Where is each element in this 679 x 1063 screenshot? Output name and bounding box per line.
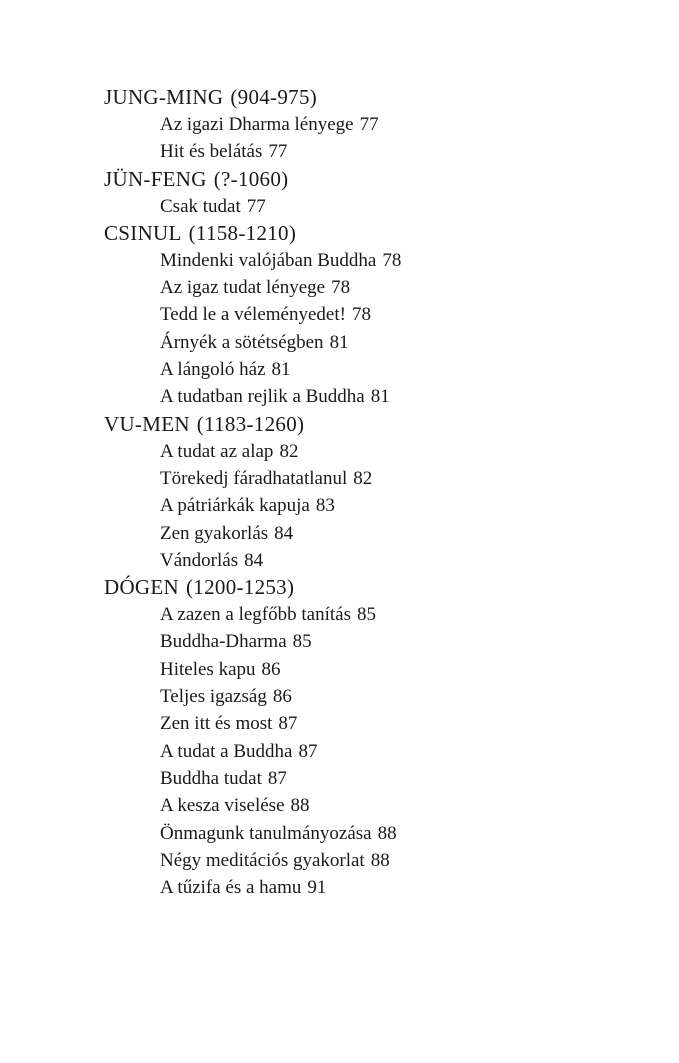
section-name: VU-MEN bbox=[104, 411, 190, 436]
entry-page-number: 87 bbox=[298, 740, 318, 762]
entry-page-number: 81 bbox=[329, 331, 349, 353]
toc-entry bbox=[104, 383, 624, 410]
section-name: JÜN-FENG bbox=[104, 166, 207, 191]
entry-page-number: 86 bbox=[261, 658, 281, 680]
entry-title: Önmagunk tanulmányozása bbox=[160, 822, 372, 844]
entry-title: Zen itt és most bbox=[160, 713, 273, 735]
toc-entry bbox=[104, 329, 624, 356]
toc-section-heading bbox=[104, 411, 624, 438]
entry-page-number: 88 bbox=[377, 822, 397, 844]
entry-page-number: 82 bbox=[279, 440, 299, 462]
entry-title: A tűzifa és a hamu bbox=[160, 877, 302, 899]
entry-page-number: 84 bbox=[244, 549, 264, 571]
entry-page-number: 77 bbox=[268, 141, 288, 163]
toc-entry bbox=[104, 138, 624, 165]
entry-title: Négy meditációs gyakorlat bbox=[160, 849, 365, 871]
entry-title: Vándorlás bbox=[160, 549, 239, 571]
entry-page-number: 78 bbox=[331, 277, 351, 299]
entry-page-number: 78 bbox=[351, 304, 371, 326]
entry-title: A tudat az alap bbox=[160, 440, 274, 462]
toc-section-heading bbox=[104, 220, 624, 247]
entry-title: Az igaz tudat lényege bbox=[160, 277, 326, 299]
toc-entry bbox=[104, 792, 624, 819]
entry-title: Hiteles kapu bbox=[160, 658, 256, 680]
entry-title: Teljes igazság bbox=[160, 686, 267, 708]
toc-entry bbox=[104, 356, 624, 383]
entry-page-number: 78 bbox=[382, 249, 402, 271]
toc-entry bbox=[104, 601, 624, 628]
entry-title: Törekedj fáradhatatlanul bbox=[160, 467, 348, 489]
entry-title: Buddha-Dharma bbox=[160, 631, 287, 653]
entry-page-number: 83 bbox=[315, 495, 335, 517]
toc-entry bbox=[104, 656, 624, 683]
entry-title: Csak tudat bbox=[160, 195, 241, 217]
entry-title: A tudatban rejlik a Buddha bbox=[160, 386, 365, 408]
entry-title: Hit és belátás bbox=[160, 141, 263, 163]
entry-page-number: 85 bbox=[356, 604, 376, 626]
entry-page-number: 85 bbox=[292, 631, 312, 653]
section-name: CSINUL bbox=[104, 220, 182, 245]
toc-entry bbox=[104, 683, 624, 710]
entry-page-number: 87 bbox=[267, 767, 287, 789]
toc-entry bbox=[104, 247, 624, 274]
entry-title: A lángoló ház bbox=[160, 359, 266, 381]
toc-entry bbox=[104, 438, 624, 465]
entry-title: Tedd le a véleményedet! bbox=[160, 304, 346, 326]
entry-title: A zazen a legfőbb tanítás bbox=[160, 604, 351, 626]
section-dates: (1183-1260) bbox=[196, 411, 305, 436]
toc-entry bbox=[104, 465, 624, 492]
toc-entry bbox=[104, 847, 624, 874]
toc-entry bbox=[104, 301, 624, 328]
entry-page-number: 77 bbox=[359, 114, 379, 135]
section-name: DÓGEN bbox=[104, 575, 179, 600]
toc-entry bbox=[104, 738, 624, 765]
entry-title: Az igazi Dharma lényege bbox=[160, 114, 354, 135]
entry-page-number: 86 bbox=[272, 686, 292, 708]
entry-page-number: 81 bbox=[370, 386, 390, 408]
entry-title: A kesza viselése bbox=[160, 795, 285, 817]
toc-entry bbox=[104, 710, 624, 737]
entry-title: A tudat a Buddha bbox=[160, 740, 293, 762]
toc-entry bbox=[104, 547, 624, 574]
entry-page-number: 82 bbox=[353, 467, 373, 489]
entry-page-number: 88 bbox=[370, 849, 390, 871]
toc-section-heading bbox=[104, 84, 624, 111]
entry-page-number: 84 bbox=[274, 522, 294, 544]
toc-entry bbox=[104, 520, 624, 547]
entry-page-number: 81 bbox=[271, 359, 291, 381]
section-dates: (904-975) bbox=[230, 85, 318, 109]
entry-page-number: 88 bbox=[290, 795, 310, 817]
toc-entry bbox=[104, 628, 624, 655]
entry-title: Buddha tudat bbox=[160, 767, 262, 789]
section-name: JUNG-MING bbox=[104, 85, 224, 109]
entry-page-number: 77 bbox=[246, 195, 266, 217]
section-dates: (?-1060) bbox=[213, 166, 289, 191]
entry-title: A pátriárkák kapuja bbox=[160, 495, 310, 517]
entry-title: Mindenki valójában Buddha bbox=[160, 249, 377, 271]
toc-section-heading bbox=[104, 166, 624, 193]
toc-section-heading bbox=[104, 574, 624, 601]
toc-entry bbox=[104, 765, 624, 792]
entry-page-number: 87 bbox=[278, 713, 298, 735]
section-dates: (1200-1253) bbox=[186, 575, 295, 600]
toc-entry bbox=[104, 492, 624, 519]
toc-entry bbox=[104, 874, 624, 901]
toc-entry bbox=[104, 274, 624, 301]
table-of-contents bbox=[104, 84, 624, 901]
entry-page-number: 91 bbox=[307, 877, 327, 899]
toc-entry bbox=[104, 820, 624, 847]
toc-entry bbox=[104, 193, 624, 220]
toc-entry bbox=[104, 111, 624, 138]
entry-title: Árnyék a sötétségben bbox=[160, 331, 324, 353]
entry-title: Zen gyakorlás bbox=[160, 522, 269, 544]
section-dates: (1158-1210) bbox=[188, 220, 297, 245]
